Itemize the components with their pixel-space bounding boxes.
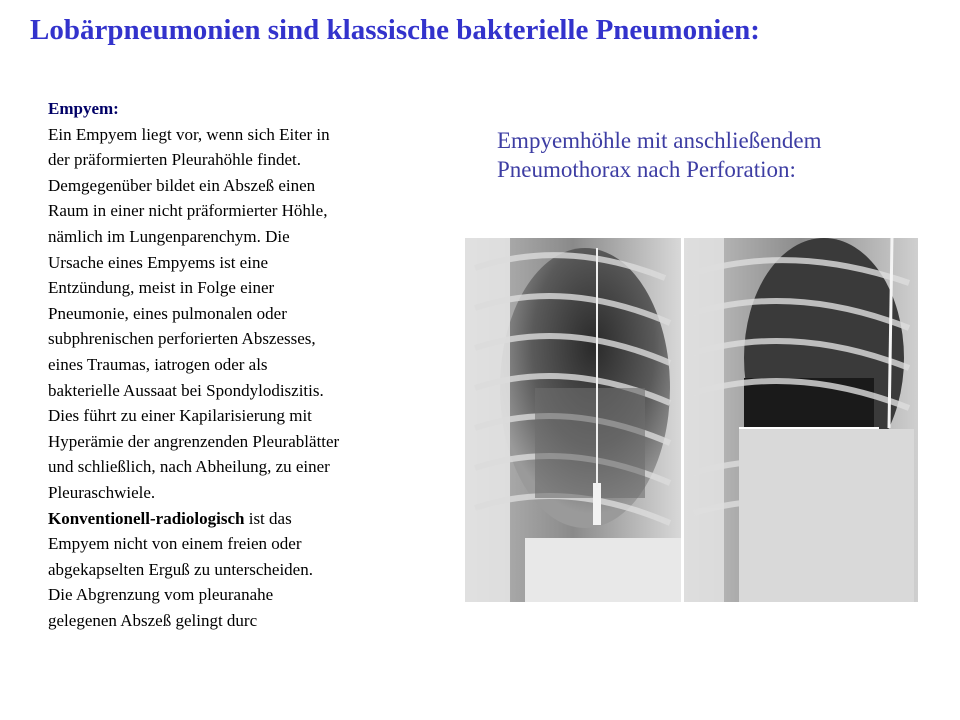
- text-line: Empyem nicht von einem freien oder: [48, 534, 302, 554]
- text-line: Entzündung, meist in Folge einer: [48, 278, 275, 298]
- text-line: bakterielle Aussaat bei Spondylodiszitis.: [48, 380, 324, 400]
- text-line: Demgegenüber bildet ein Abszeß einen: [48, 175, 316, 195]
- text-line-mixed: [48, 506, 423, 532]
- text-line: Ein Empyem liegt vor, wenn sich Eiter in: [48, 124, 330, 144]
- text-line: Raum in einer nicht präformierter Höhle,: [48, 201, 328, 221]
- text-line: gelegenen Abszeß gelingt durc: [48, 610, 258, 630]
- empyema-text-block: [48, 96, 423, 633]
- text-line: und schließlich, nach Abheilung, zu einer: [48, 457, 330, 477]
- text-line: abgekapselten Erguß zu unterscheiden.: [48, 559, 313, 579]
- text-line: Die Abgrenzung vom pleuranahe: [48, 585, 274, 605]
- caption-line-1: Empyemhöhle mit anschließendem: [497, 128, 822, 153]
- text-line: Hyperämie der angrenzenden Pleurablätter: [48, 431, 340, 451]
- text-line: Pneumonie, eines pulmonalen oder: [48, 303, 287, 323]
- image-caption: [497, 126, 937, 184]
- text-line: der präformierten Pleurahöhle findet.: [48, 150, 302, 170]
- bold-phrase: Konventionell-radiologisch: [48, 508, 245, 528]
- text-line: Pleuraschwiele.: [48, 482, 156, 502]
- text-line: Dies führt zu einer Kapilarisierung mit: [48, 406, 312, 426]
- text-line: nämlich im Lungenparenchym. Die: [48, 226, 290, 246]
- slide-title: Lobärpneumonien sind klassische bakterielle Pneumonien:: [30, 14, 760, 46]
- bold-phrase-rest: ist das: [244, 508, 292, 528]
- chest-xray-pneumothorax-image: [684, 238, 918, 602]
- text-line: Ursache eines Empyems ist eine: [48, 252, 268, 272]
- text-line: eines Traumas, iatrogen oder als: [48, 354, 268, 374]
- empyema-heading: Empyem:: [48, 99, 119, 118]
- chest-xray-empyema-image: [465, 238, 681, 602]
- caption-line-2: Pneumothorax nach Perforation:: [497, 157, 796, 182]
- text-line: subphrenischen perforierten Abszesses,: [48, 329, 316, 349]
